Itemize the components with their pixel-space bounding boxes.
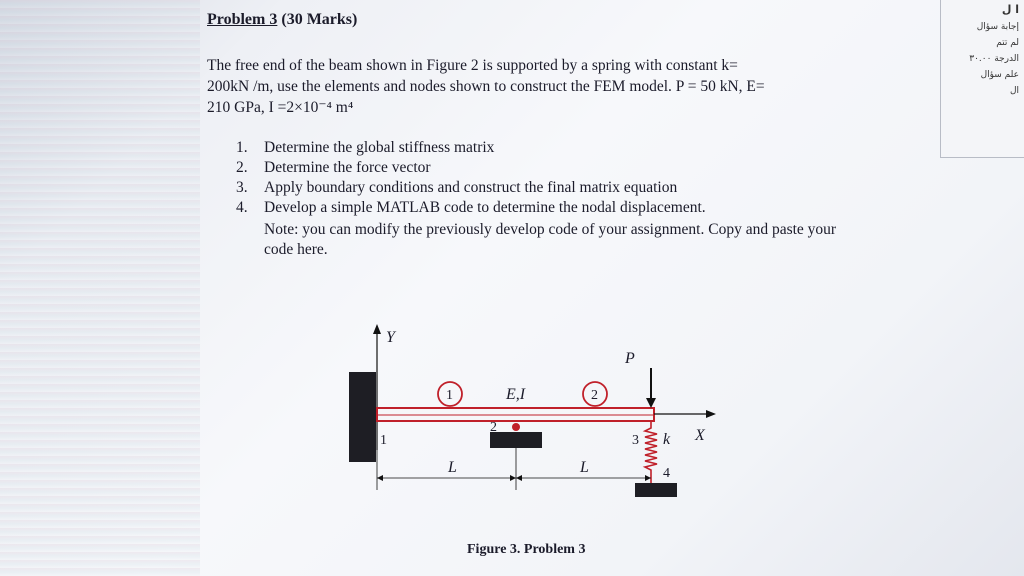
middle-support-base	[490, 432, 542, 448]
panel-line: إجابة سؤال	[976, 22, 1019, 32]
x-axis-arrow	[706, 410, 716, 418]
task-text: Determine the global stiffness matrix	[264, 139, 495, 156]
figure-caption: Figure 3. Problem 3	[467, 542, 586, 557]
problem-title-number: Problem 3	[207, 11, 278, 28]
y-axis-arrow	[373, 324, 381, 334]
x-axis-label: X	[695, 427, 705, 444]
statement-line-2: 200kN /m, use the elements and nodes shown to construct the FEM model. P = 50 kN, E=	[207, 78, 765, 95]
statement-line-3: 210 GPa, I =2×10⁻⁴ m⁴	[207, 99, 354, 116]
task-number: 1.	[236, 139, 248, 156]
spring-ground	[635, 483, 677, 497]
node-4-label: 4	[663, 466, 670, 481]
beam-figure	[340, 320, 740, 540]
flag-question-link[interactable]: علم سؤال	[980, 70, 1019, 80]
question-info-panel	[940, 0, 1024, 158]
task-number: 2.	[236, 159, 248, 176]
pin-support	[512, 423, 520, 431]
panel-line: ال	[1009, 86, 1019, 96]
list-item	[236, 158, 856, 178]
problem-statement	[207, 55, 857, 118]
task-number: 4.	[236, 199, 248, 216]
node-1-label: 1	[380, 433, 387, 448]
task-list	[236, 138, 856, 218]
length-2-label: L	[580, 459, 589, 476]
length-1-label: L	[448, 459, 457, 476]
dim-arrow	[377, 475, 383, 481]
panel-header: ا ل	[1001, 3, 1019, 16]
panel-line: الدرجة ٣٠.٠٠	[969, 54, 1019, 64]
element-2-label: 2	[591, 388, 598, 403]
problem-title	[207, 11, 357, 29]
list-item	[236, 138, 856, 158]
section-label: E,I	[506, 386, 526, 403]
node-3-label: 3	[632, 433, 639, 448]
y-axis-label: Y	[386, 329, 395, 346]
panel-line: لم تتم	[996, 38, 1019, 48]
dim-arrow	[516, 475, 522, 481]
load-arrow-head	[646, 398, 656, 408]
task-note: Note: you can modify the previously develop code of your assignment. Copy and paste your code here.	[264, 221, 837, 258]
fixed-wall	[349, 372, 376, 462]
node-2-label: 2	[490, 420, 497, 435]
task-text: Apply boundary conditions and construct the final matrix equation	[264, 179, 678, 196]
list-item	[236, 198, 856, 218]
dim-arrow	[510, 475, 516, 481]
list-item	[236, 178, 856, 198]
task-number: 3.	[236, 179, 248, 196]
task-text: Develop a simple MATLAB code to determine the nodal displacement.	[264, 199, 706, 216]
dim-arrow	[645, 475, 651, 481]
task-text: Determine the force vector	[264, 159, 431, 176]
spring-label: k	[663, 431, 671, 448]
load-label: P	[625, 350, 635, 367]
statement-line-1: The free end of the beam shown in Figure 2 is supported by a spring with constant k=	[207, 57, 738, 74]
problem-title-marks: (30 Marks)	[277, 11, 358, 28]
spring	[645, 421, 657, 483]
element-1-label: 1	[446, 388, 453, 403]
